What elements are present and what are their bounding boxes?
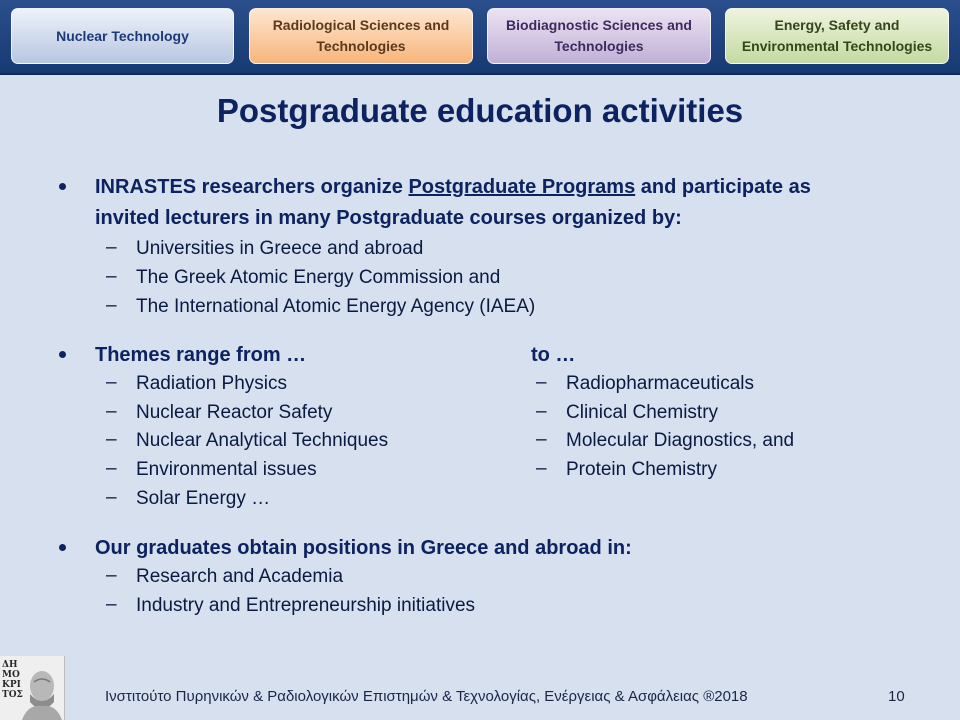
- list-item: Solar Energy …: [136, 488, 271, 509]
- list-item: Radiopharmaceuticals: [566, 373, 754, 394]
- tab-nuclear-technology[interactable]: Nuclear Technology: [11, 8, 234, 64]
- tab-biodiagnostic-sciences[interactable]: Biodiagnostic Sciences and Technologies: [487, 8, 711, 64]
- section1-line2: invited lecturers in many Postgraduate courses organized by:: [95, 207, 682, 229]
- page-number: 10: [888, 688, 905, 705]
- list-item: Environmental issues: [136, 459, 317, 480]
- bullet-dot: [59, 183, 66, 190]
- list-item: Universities in Greece and abroad: [136, 238, 424, 259]
- bullet-dot: [59, 351, 66, 358]
- dash-bullet: –: [106, 429, 117, 450]
- section1-text-before: INRASTES researchers organize: [95, 176, 409, 198]
- list-item: Nuclear Reactor Safety: [136, 402, 333, 423]
- dash-bullet: –: [106, 594, 117, 615]
- list-item: The International Atomic Energy Agency (IAEA): [136, 296, 536, 317]
- dash-bullet: –: [536, 372, 547, 393]
- section2-heading-left: Themes range from …: [95, 344, 307, 366]
- section2-heading-right: to …: [531, 344, 576, 366]
- tab-energy-safety-environmental[interactable]: Energy, Safety and Environmental Technologies: [725, 8, 949, 64]
- dash-bullet: –: [536, 429, 547, 450]
- dash-bullet: –: [106, 487, 117, 508]
- dash-bullet: –: [106, 237, 117, 258]
- logo-text: ΔΗ ΜΟ ΚΡΙ ΤΟΣ: [2, 660, 23, 700]
- dash-bullet: –: [106, 565, 117, 586]
- demokritos-logo: [0, 656, 65, 720]
- top-navigation-bar: [0, 0, 960, 75]
- list-item: Radiation Physics: [136, 373, 288, 394]
- section1-heading: [95, 172, 935, 234]
- dash-bullet: –: [536, 401, 547, 422]
- tab-radiological-sciences[interactable]: Radiological Sciences and Technologies: [249, 8, 473, 64]
- list-item: Nuclear Analytical Techniques: [136, 430, 389, 451]
- list-item: Protein Chemistry: [566, 459, 717, 480]
- footer-text: Ινστιτούτο Πυρηνικών & Ραδιολογικών Επιστημών & Τεχνολογίας, Ενέργειας & Ασφάλειας ®2018: [105, 688, 748, 705]
- list-item: Industry and Entrepreneurship initiatives: [136, 595, 476, 616]
- dash-bullet: –: [536, 458, 547, 479]
- dash-bullet: –: [106, 401, 117, 422]
- dash-bullet: –: [106, 295, 117, 316]
- bust-icon: [0, 656, 64, 720]
- section3-heading: Our graduates obtain positions in Greece and abroad in:: [95, 537, 632, 559]
- section1-text-after: and participate as: [635, 176, 811, 198]
- list-item: Clinical Chemistry: [566, 402, 719, 423]
- dash-bullet: –: [106, 372, 117, 393]
- postgraduate-programs-link[interactable]: Postgraduate Programs: [408, 176, 636, 198]
- dash-bullet: –: [106, 266, 117, 287]
- list-item: The Greek Atomic Energy Commission and: [136, 267, 501, 288]
- page-title: Postgraduate education activities: [216, 92, 744, 129]
- list-item: Molecular Diagnostics, and: [566, 430, 795, 451]
- list-item: Research and Academia: [136, 566, 344, 587]
- bullet-dot: [59, 544, 66, 551]
- dash-bullet: –: [106, 458, 117, 479]
